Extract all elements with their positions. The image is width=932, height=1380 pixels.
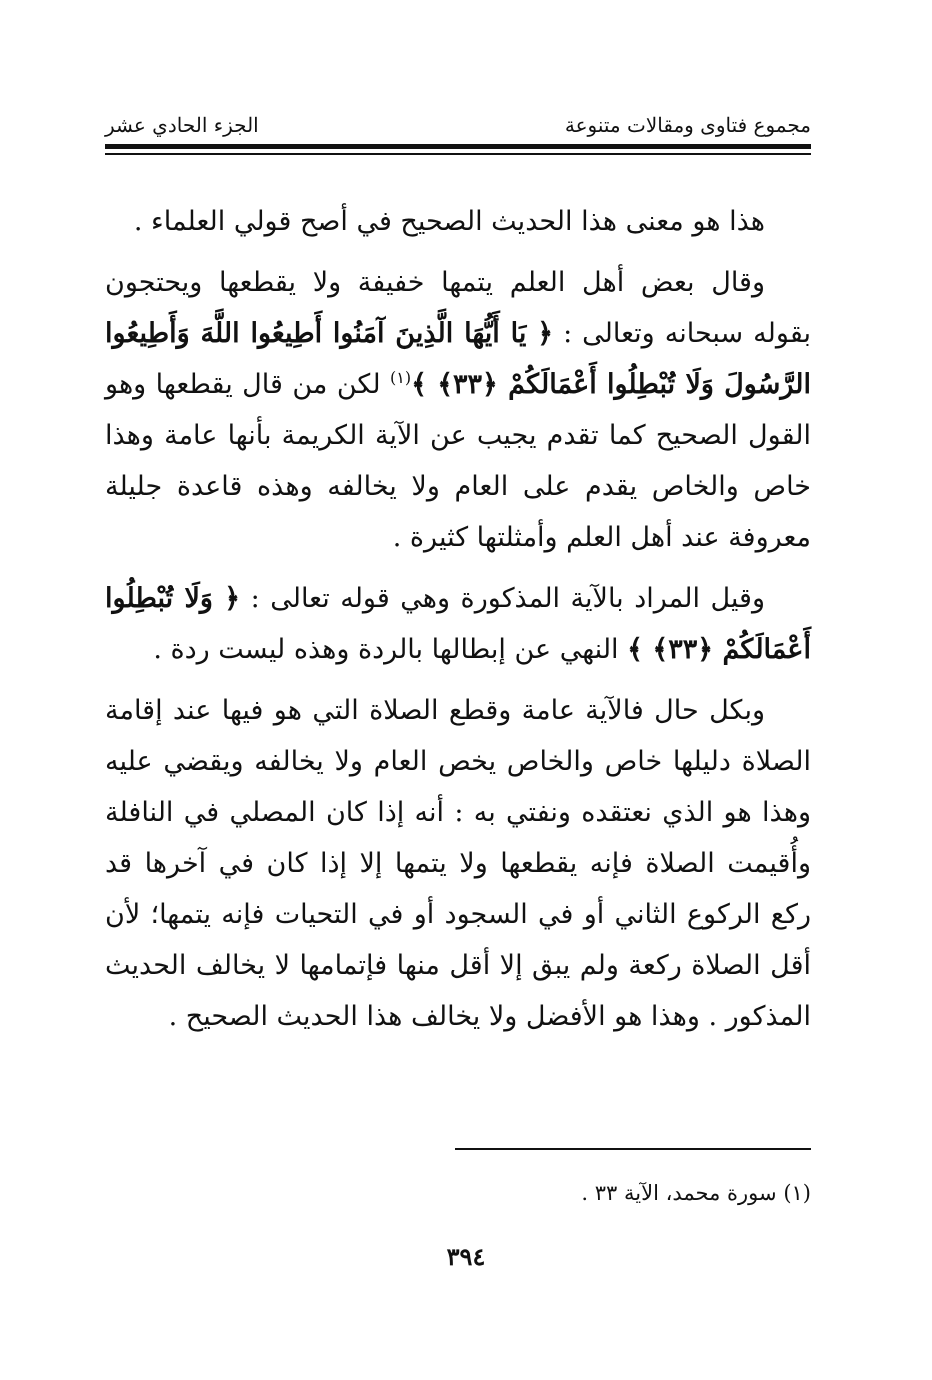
paragraph-1: هذا هو معنى هذا الحديث الصحيح في أصح قولي العلماء . <box>133 206 765 237</box>
footnote-text: سورة محمد، الآية ٣٣ . <box>581 1181 777 1205</box>
footnote-marker: (١) <box>783 1181 811 1205</box>
header-rule-thick <box>105 144 811 149</box>
footnote-reference: (١) <box>390 368 412 387</box>
paragraph-2 <box>105 257 811 563</box>
paragraph-3-rest: النهي عن إبطالها بالردة وهذه ليست ردة . <box>153 634 628 665</box>
paragraph-4: وبكل حال فالآية عامة وقطع الصلاة التي هو فيها عند إقامة الصلاة دليلها خاص والخاص يخص العام ولا يخالفه ويقضي عليه وهذا هو الذي نعتقده ونفتي به : أنه إذا كان المصلي في النافلة وأُقيمت الصلاة فإنه يقطعها ولا يتمها إلا إذا كان في آخرها قد ركع الركوع الثاني أو في السجود أو في التحيات فإنه يتمها؛ لأن أقل الصلاة ركعة ولم يبق إلا أقل منها فإتمامها لا يخالف الحديث المذكور . وهذا هو الأفضل ولا يخالف هذا الحديث الصحيح . <box>105 695 811 1032</box>
footnote <box>581 1178 811 1208</box>
quran-verse-2: ﴿ وَلَا تُبْطِلُوا أَعْمَالَكُمْ ﴿٣٣﴾ ﴾ <box>105 583 811 665</box>
volume-title: الجزء الحادي عشر <box>105 113 259 137</box>
book-title: مجموع فتاوى ومقالات متنوعة <box>564 113 811 137</box>
paragraph-3-intro: وقيل المراد بالآية المذكورة وهي قوله تعالى : <box>240 583 765 614</box>
header-rule-thin <box>105 153 811 155</box>
main-text <box>105 196 811 1052</box>
page-number: ٣٩٤ <box>446 1242 486 1271</box>
paragraph-2-intro: وقال بعض أهل العلم يتمها خفيفة ولا يقطعها ويحتجون بقوله سبحانه وتعالى : <box>105 267 811 349</box>
paragraph-2-rest: لكن من قال يقطعها وهو القول الصحيح كما تقدم يجيب عن الآية الكريمة بأنها عامة وهذا خاص والخاص يقدم على العام ولا يخالفه وهذه قاعدة جليلة معروفة عند أهل العلم وأمثلتها كثيرة . <box>105 369 811 553</box>
quran-verse-1: ﴿ يَا أَيُّهَا الَّذِينَ آمَنُوا أَطِيعُوا اللَّهَ وَأَطِيعُوا الرَّسُولَ وَلَا تُبْطِلُوا أَعْمَالَكُمْ ﴿٣٣﴾ ﴾ <box>105 318 811 400</box>
paragraph-3 <box>105 573 811 675</box>
footnote-separator <box>455 1148 811 1150</box>
running-header <box>105 112 811 138</box>
